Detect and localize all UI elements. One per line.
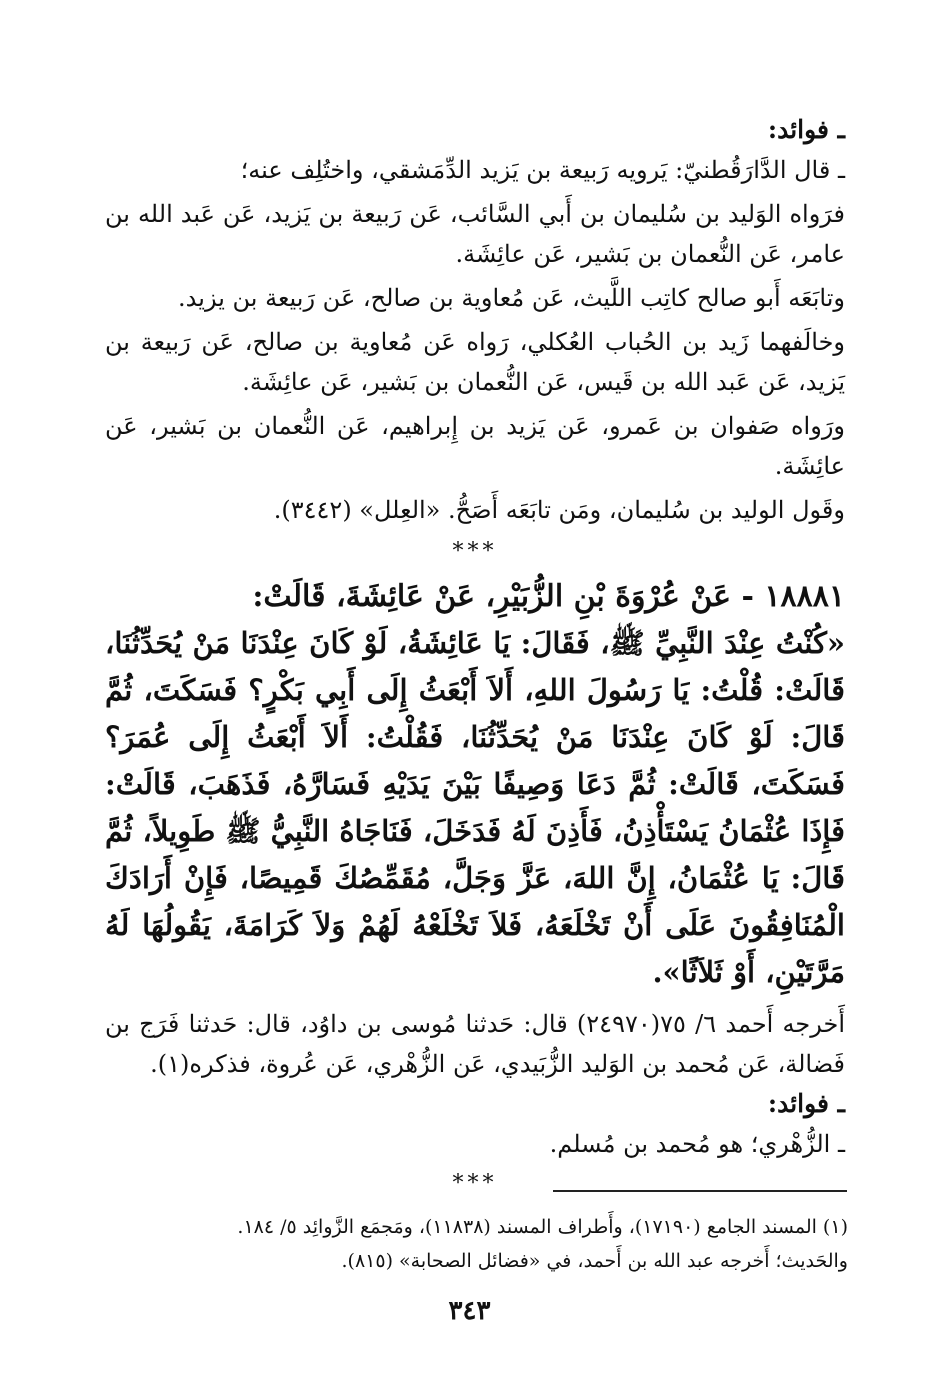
fawaid-line-2: فرَواه الوَليد بن سُليمان بن أَبي السَّائب، عَن رَبيعة بن يَزيد، عَن عَبد الله بن عامر، عَن النُّعمان بن بَشير، عَن عائِشَة. <box>105 200 845 268</box>
footnotes <box>180 1210 848 1278</box>
footnote-divider <box>553 1190 847 1192</box>
footnote-1: (١) المسند الجامع (١٧١٩٠)، وأَطراف المسند (١١٨٣٨)، ومَجمَع الزَّوائِد ٥/ ١٨٤. <box>237 1216 848 1238</box>
section-separator: *** <box>452 539 498 564</box>
fawaid-2-line: ـ الزُّهْري؛ هو مُحمد بن مُسلم. <box>549 1130 845 1158</box>
fawaid-line-1: ـ قال الدَّارَقُطنيّ: يَرويه رَبيعة بن يَزيد الدِّمَشقي، واختُلِف عنه؛ <box>240 156 845 184</box>
fawaid-heading: ـ فوائد: <box>767 115 845 144</box>
fawaid-line-3: وتابَعَه أَبو صالح كاتِب اللَّيث، عَن مُعاوية بن صالح، عَن رَبيعة بن يزيد. <box>178 284 845 312</box>
hadith-takhrij: أَخرجه أَحمد ٦/ ٧٥(٢٤٩٧٠) قال: حَدثنا مُوسى بن داوُد، قال: حَدثنا فَرَج بن فَضالة، عَن مُحمد بن الوَليد الزُّبَيدي، عَن الزُّهْري، عَن عُروة، فذكره(١). <box>105 1010 846 1078</box>
hadith-heading: ١٨٨٨١ - عَنْ عُرْوَةَ بْنِ الزُّبَيْرِ، عَنْ عَائِشَةَ، قَالَتْ: <box>252 579 845 614</box>
footnote-2: والحَديث؛ أَخرجه عبد الله بن أَحمد، في «فضائل الصحابة» (٨١٥). <box>341 1250 848 1272</box>
fawaid-heading-2: ـ فوائد: <box>767 1089 845 1118</box>
page-number: ٣٤٣ <box>448 1296 491 1326</box>
fawaid-line-6: وقَول الوليد بن سُليمان، ومَن تابَعَه أَصَحُّ. «العِلل» (٣٤٤٢). <box>273 496 845 524</box>
hadith-text: «كُنْتُ عِنْدَ النَّبِيِّ ﷺ، فَقَالَ: يَا عَائِشَةُ، لَوْ كَانَ عِنْدَنَا مَنْ يُحَدِّثُنَا، قَالَتْ: قُلْتُ: يَا رَسُولَ اللهِ، أَلاَ أَبْعَثُ إِلَى أَبِي بَكْرٍ؟ فَسَكَتَ، ثُمَّ قَالَ: لَوْ كَانَ عِنْدَنَا مَنْ يُحَدِّثُنَا، فَقُلْتُ: أَلاَ أَبْعَثُ إِلَى عُمَرَ؟ فَسَكَتَ، قَالَتْ: ثُمَّ دَعَا وَصِيفًا بَيْنَ يَدَيْهِ فَسَارَّهُ، فَذَهَبَ، قَالَتْ: فَإِذَا عُثْمَانُ يَسْتَأْذِنُ، فَأَذِنَ لَهُ فَدَخَلَ، فَنَاجَاهُ النَّبِيُّ ﷺ طَوِيلاً، ثُمَّ قَالَ: يَا عُثْمَانُ، إِنَّ اللهَ، عَزَّ وَجَلَّ، مُقَمِّصُكَ قَمِيصًا، فَإِنْ أَرَادَكَ الْمُنَافِقُونَ عَلَى أَنْ تَخْلَعَهُ، فَلاَ تَخْلَعْهُ لَهُمْ وَلاَ كَرَامَةَ، يَقُولُهَا لَهُ مَرَّتَيْنِ، أَوْ ثَلاَثًا». <box>105 626 845 989</box>
fawaid-line-4: وخالَفهما زَيد بن الحُباب العُكلي، رَواه عَن مُعاوية بن صالح، عَن رَبيعة بن يَزيد، عَن عَبد الله بن قَيس، عَن النُّعمان بن بَشير، عَن عائِشَة. <box>105 328 845 396</box>
section-separator-2: *** <box>452 1171 498 1196</box>
fawaid-line-5: ورَواه صَفوان بن عَمرو، عَن يَزيد بن إِبراهيم، عَن النُّعمان بن بَشير، عَن عائِشَة. <box>105 412 845 480</box>
page-body <box>105 110 845 1204</box>
